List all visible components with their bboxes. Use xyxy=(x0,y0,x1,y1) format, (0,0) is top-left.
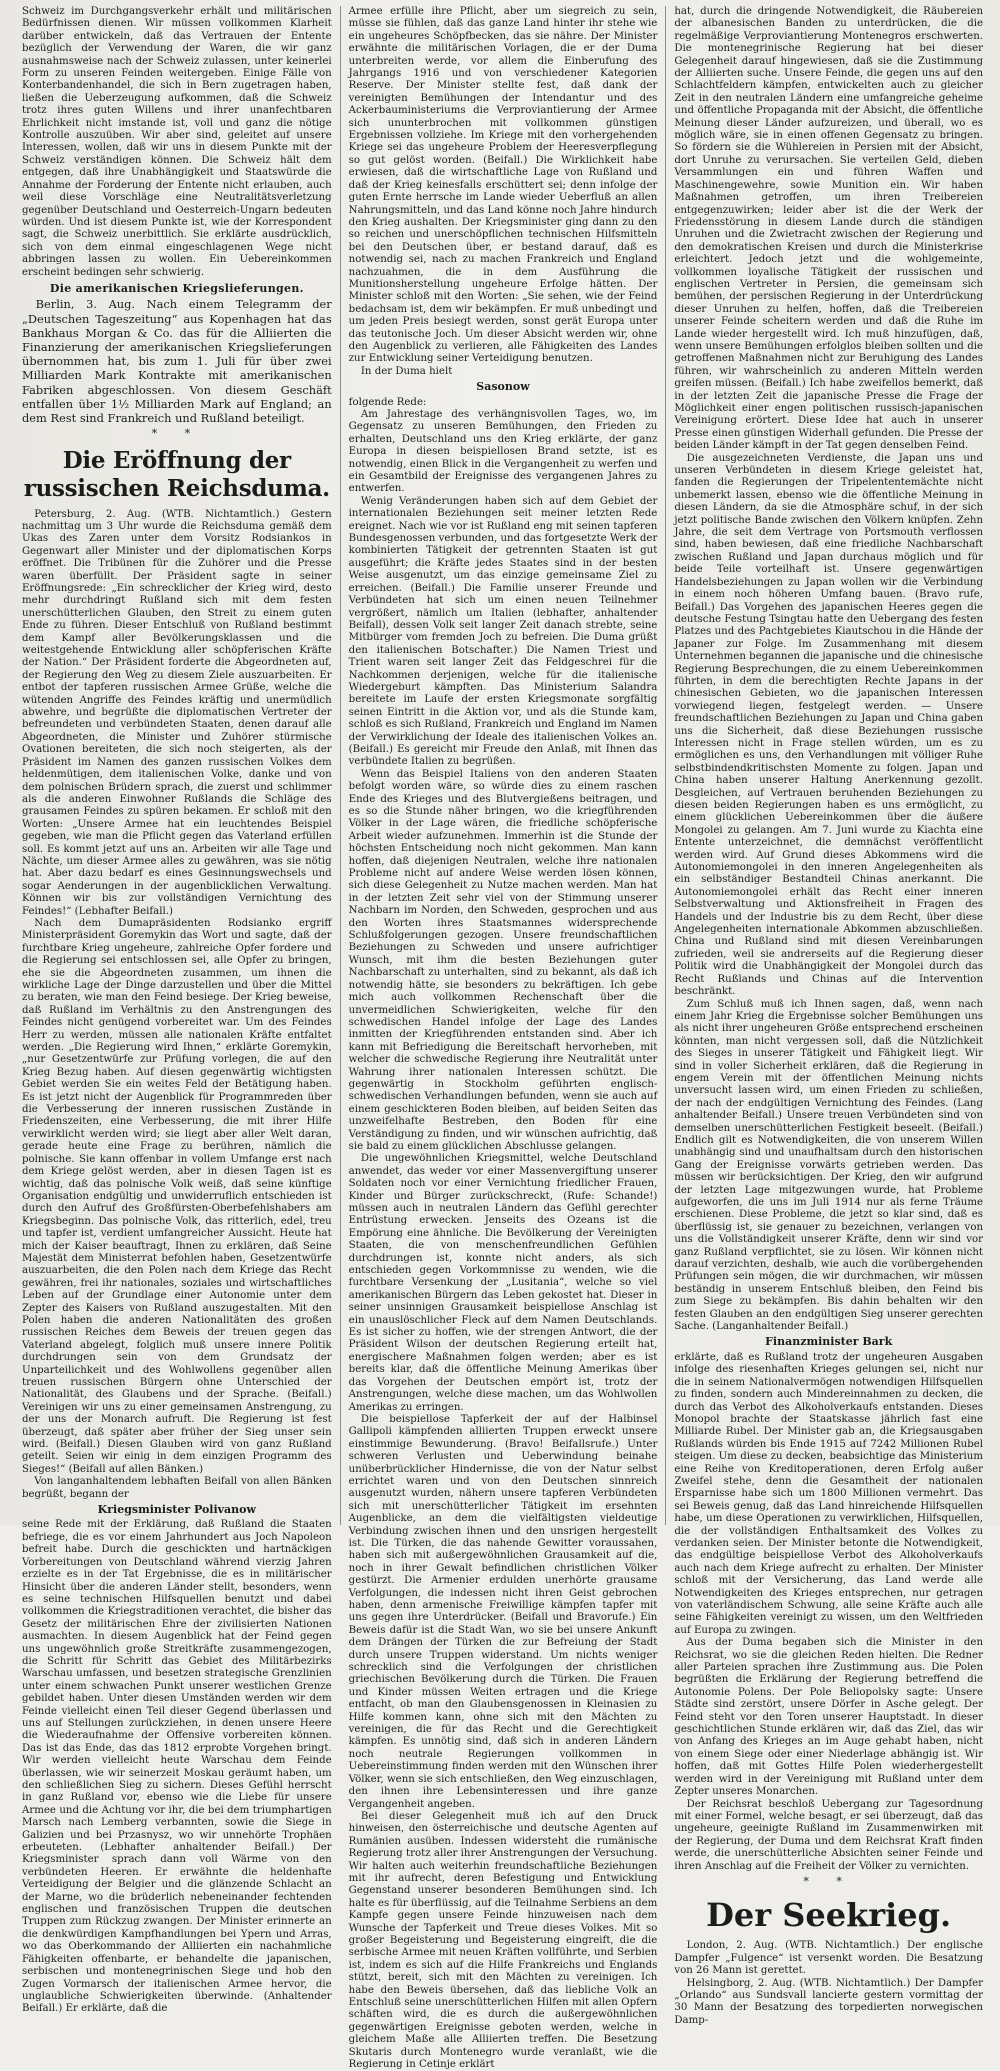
article-paragraph: Aus der Duma begaben sich die Minister in den Reichsrat, wo sie die gleichen Reden hielten. Die Redner aller Parteien sprachen ihre Zustimmung aus. Die Polen begrüßten die Erklärung der Regierung betreffend die Autonomie Polens. Der Pole Beliopolsky sagte: Unsere Städte sind zerstört, unsere Dörfer in Asche gelegt. Der Feind steht vor den Toren unserer Hauptstadt. In dieser geschichtlichen Stunde erklären wir, daß das Ziel, das wir von Anfang des Krieges an im Auge gehabt haben, nicht von einem Siege oder einer Niederlage abhängig ist. Wir hoffen, daß mit Gottes Hilfe Polen wiederhergestellt werden wird in der Vereinigung mit Rußland unter dem Zepter unseres Monarchen. xyxy=(674,1637,984,1798)
article-paragraph: Die ungewöhnlichen Kriegsmittel, welche Deutschland anwendet, das weder vor einer Massenvergiftung unserer Soldaten noch vor einer Vernichtung friedlicher Frauen, Kinder und Bürger zurückschreckt, (Rufe: Schande!) müssen auch in neutralen Ländern das Gefühl gerechter Entrüstung erwecken. Jenseits des Ozeans ist die Empörung eine ähnliche. Die Bevölkerung der Vereinigten Staaten, die von menschenfreundlichen Gefühlen durchdrungen ist, konnte nicht anders, als sich entschieden gegen Vorkommnisse zu wenden, wie die furchtbare Versenkung der „Lusitania“, welche so viel amerikanischen Bürgern das Leben gekostet hat. Dieser in seiner unsinnigen Grausamkeit beispiellose Anschlag ist ein unauslöschlicher Fleck auf dem Namen Deutschlands. Es ist sicher zu hoffen, wie der strengen Antwort, die der Präsident Wilson der deutschen Regierung erteilt hat, energischere Maßnahmen folgen werden; aber es ist bereits klar, daß die öffentliche Meinung Amerikas über das Vorgehen der Deutschen empört ist, trotz der Anstrengungen, welche diese machen, um das Wohlwollen Amerikas zu erringen. xyxy=(348,1153,658,1413)
article-paragraph: Armee erfülle ihre Pflicht, aber um siegreich zu sein, müsse sie fühlen, daß das ganze Land hinter ihr stehe wie ein ungeheures Schöpfbecken, das sie nähre. Der Minister erwähnte die militärischen Vorlagen, die er der Duma unterbreiten werde, vor allem die Einberufung des Jahrgangs 1916 und von verschiedener Kategorien Reserve. Der Minister stellte fest, daß dank der vereinigten Bemühungen der Intendantur und des Ackerbauministeriums die Verproviantierung der Armee sich ununterbrochen mit vollkommen günstigen Ergebnissen vollziehe. Im Kriege mit den vorhergehenden Kriege sei das ungeheure Problem der Heeresverpflegung so gut gelöst worden. (Beifall.) Die Wirklichkeit habe erwiesen, daß die wirtschaftliche Lage von Rußland und daß der Krieg keinesfalls erschüttert sei; denn infolge der guten Ernte herrsche im Lande wieder Ueberfluß an allen Nahrungsmitteln, und das Land könne noch Jahre hindurch den Krieg aushalten. Der Kriegsminister ging dann zu den so reichen und unerschöpflichen technischen Hilfsmitteln bei den Deutschen über, er bestand darauf, daß es notwendig sei, nach zu machen Frankreich und England nachzuahmen, die in dem Ausführung die Munitionsherstellung ungeheure Erfolge hätten. Der Minister schloß mit den Worten: „Sie sehen, wie der Feind bedachsam ist, dem wir bekämpfen. Er muß unbedingt und um jeden Preis besiegt werden, sonst gerät Europa unter das teutonische Joch. Um dieser Absicht werden wir, ohne den Augenblick zu verlieren, alle Fähigkeiten des Landes zur Entwicklung seiner Verteidigung benutzen. xyxy=(348,6,658,365)
speaker-heading-polivanow: Kriegsminister Polivanow xyxy=(97,1503,256,1517)
article-paragraph: London, 2. Aug. (WTB. Nichtamtlich.) Der englische Dampfer „Fulgence“ ist versenkt worden. Die Besatzung von 26 Mann ist gerettet. xyxy=(674,1940,984,1977)
separator-stars: * * xyxy=(151,427,203,441)
column-1 xyxy=(14,6,340,2015)
speaker-heading-bark: Finanzminister Bark xyxy=(765,1335,893,1349)
article-paragraph: hat, durch die dringende Notwendigkeit, die Räubereien der albanesischen Banden zu unterdrücken, die die regelmäßige Verproviantierung Montenegros erschwerten. Die montenegrinische Regierung hat bei dieser Gelegenheit darauf hingewiesen, daß sie die Zustimmung der Alliierten suche. Unsere Feinde, die gegen uns auf den Schlachtfeldern kämpfen, entwickelten auch zu gleicher Zeit in den neutralen Ländern eine umfangreiche geheime und öffentliche Propaganda mit der Absicht, die öffentliche Meinung dieser Länder aufzureizen, und überall, wo es möglich wäre, sie in einen offenen Gegensatz zu bringen. So fördern sie die Wühlereien in Persien mit der Absicht, dort Unruhe zu verursachen. Sie verteilen Geld, dieben Versammlungen ein und führen Waffen und Maschinengewehre, sowie Munition ein. Wir haben Maßnahmen getroffen, um ihren Treibereien entgegenzuwirken; leider aber ist die der Werk der Friedensstörung in diesem Lande durch die ständigen Unruhen und die Zwietracht zwischen der Regierung und den demokratischen Kreisen und durch die Ministerkrise erleichtert. Jedoch jetzt und die wohlgemeinte, vollkommen loyalische Tätigkeit der russischen und englischen Vertreter in Persien, die gemeinsam sich bemühen, der persischen Regierung in der Unterdrückung dieser Unruhen zu helfen, hoffen, daß die Treibereien unserer Feinde scheitern werden und daß die Ruhe im Lande wieder hergestellt wird. Ich muß hinzufügen, daß, wenn unsere Bemühungen erfolglos bleiben sollten und die getroffenen Maßnahmen nicht zur Beruhigung des Landes führen, wir wahrscheinlich zu anderen Mitteln werden greifen müssen. (Beifall.) Ich habe zweifellos bemerkt, daß in der letzten Zeit die japanische Presse die Frage der Möglichkeit einer engen politischen russisch-japanischen Vereinigung erörtert. Diese Idee hat auch in unserer Presse einen günstigen Widerhall gefunden. Die Presse der beiden Länder kämpft in der Tat gegen denselben Feind. xyxy=(674,6,984,452)
article-paragraph: Die beispiellose Tapferkeit der auf der Halbinsel Gallipoli kämpfenden alliierten Truppen erweckt unsere einstimmige Bewunderung. (Bravo! Beifallsrufe.) Unter schweren Verlusten und Ueberwindung beinahe unüberbrücklicher Hindernisse, die von der Natur selbst errichtet waren und von den Deutschen sinnreich ausgenutzt wurden, nähern unsere tapferen Verbündeten sich mit unerschütterlicher Tätigkeit im ersehnten Augenblicke, an dem die vielfältigsten vieldeutige Verbindung zwischen ihnen und den unsrigen hergestellt ist. Die Türken, die das nahende Gewitter voraussahen, haben sich mit außergewöhnlichen Grausamkeit auf die, noch in ihrer Gewalt befindlichen christlichen Völker gestürzt. Die Armenier erdulden unerhörte grausame Verfolgungen, die indessen nicht ihren Geist gebrochen haben, denn armenische Freiwillige kämpfen tapfer mit uns gegen ihre Unterdrücker. (Beifall und Bravorufe.) Ein Beweis dafür ist die Stadt Wan, wo sie bei unsere Ankunft dem Drängen der Türken die zur Befreiung der Stadt durch unsere Truppen widerstand. Um nichts weniger schrecklich sind die Verfolgungen der christlichen griechischen Bevölkerung durch die Türken. Die Frauen und Kinder müssen Weiten ertragen und die Kriege entfacht, ob man den Glaubensgenossen in Kleinasien zu Hilfe kommen kann, ohne sich mit den Mächten zu vereinigen, die für das Recht und die Gerechtigkeit kämpfen. Es unnötig sind, daß sich in anderen Ländern noch neutrale Regierungen vollkommen in Uebereinstimmung finden werden mit den Wünschen ihrer Völker, wenn sie sich entschließen, den Weg einzuschlagen, den ihnen ihre Lebensinteressen und ihre ganze Vergangenheit angeben. xyxy=(348,1413,658,1810)
article-paragraph: seine Rede mit der Erklärung, daß Rußland die Staaten befriege, die es vor einem Jahrhundert aus Joch Napoleon befreit habe. Durch die geschickten und hartnäckigen Vorbereitungen von Deutschland während vierzig Jahren erzielte es in der Tat Ergebnisse, die es in militärischer Hinsicht über die anderen Länder stellt, besonders, wenn es seine technischen Hilfsquellen benutzt und dabei vollkommen die Kriegstraditionen verachtet, die bisher das Gesetz der militärischen Ehre der zivilisierten Nationen ausmachten. In diesem Augenblick hat der Feind gegen uns ungewöhnlich große Streitkräfte zusammengezogen, die Schritt für Schritt das Gebiet des Militärbezirks Warschau umfassen, und besetzen strategische Grenzlinien unter einem schwachen Punkt unserer westlichen Grenze gebildet haben. Unter diesen Umständen werden wir dem Feinde vielleicht einen Teil dieser Gegend überlassen und uns auf Stellungen zurückziehen, in denen unsere Heere die Wiederaufnahme der Offensive vorbereiten können. Das ist das Ende, das das 1812 erprobte Vorgehen bringt. Wir werden vielleicht heute Warschau dem Feinde überlassen, wie wir seinerzeit Moskau geräumt haben, um den schließlichen Sieg zu sichern. Dieses Gefühl herrscht in ganz Rußland vor, ebenso wie die Liebe für unsere Armee und die Achtung vor ihr, die bei dem triumphartigen Marsch nach Lemberg verbannten, sowie die Siege in Galizien und bei Przasnysz, wo wir unnehörte Trophäen erbeuteten. (Lebhafter anhaltender Beifall.) Der Kriegsminister sprach dann voll Wärme von den verbündeten Heeren. Er erwähnte die heldenhafte Verteidigung der Belgier und die glänzende Schlacht an der Marne, wo die brüderlich nebeneinander fechtenden englischen und französischen Truppen die deutschen Truppen zum Rückzug zwangen. Der Minister erinnerte an die denkwürdigen Kampfhandlungen bei Ypern und Arras, wo das Oberkommando der Alliierten ein nachahmliche Fähigkeiten offenbarte, er behandelte die japanischen, serbischen und montenegrinischen Siege und hob den Zugen Vormarsch der italienischen Armee hervor, die unglaubliche Schwierigkeiten überwinde. (Anhaltender Beifall.) Er erklärte, daß die xyxy=(22,1519,332,2015)
headline-seekrieg: Der Seekrieg. xyxy=(706,1896,952,1935)
article-paragraph: Die ausgezeichneten Verdienste, die Japan uns und unseren Verbündeten in diesem Kriege geleistet hat, fanden die Regierungen der Tripelententemächte nicht unbemerkt lassen, ebenso wie die öffentliche Meinung in diesen Ländern, da sie die Atmosphäre schuf, in der sich jetzt politische Bande zwischen den Völkern knüpfen. Zehn Jahre, die seit dem Vertrage von Portsmouth verflossen sind, haben bewiesen, daß eine friedliche Nachbarschaft zwischen Rußland und Japan durchaus möglich und für beide Teile vorteilhaft ist. Unsere gegenwärtigen Handelsbeziehungen zu Japan wollen wir die Verbindung in einem noch höheren Umfang bauen. (Bravo rufe, Beifall.) Das Vorgehen des japanischen Heeres gegen die deutsche Festung Tsingtau hatte den Uebergang des festen Platzes und des Pachtgebietes Kiautschou in die Hände der Japaner zur Folge. Im Zusammenhang mit diesem Unternehmen begannen die japanische und die chinesische Regierung Besprechungen, die zu einem Uebereinkommen führten, in dem die berechtigten Rechte Japans in der chinesischen Gebieten, wo die japanischen Interessen vorwiegend liegen, festgelegt werden. — Unsere freundschaftlichen Beziehungen zu Japan und China gaben uns die Sicherheit, daß diese Beziehungen russische Interessen nicht in Frage stellen würden, um es zu ermöglichen es uns, den Verhandlungen mit völliger Ruhe selbstbindendkritischsten Momente zu folgen. Japan und China haben unserer Haltung Anerkennung gezollt. Desgleichen, auf Vertrauen beruhenden Beziehungen zu diesen beiden Regierungen haben es uns ermöglicht, zu einem glücklichen Uebereinkommen über die äußere Mongolei zu gelangen. Am 7. Juni wurde zu Kiachta eine Entente unterzeichnet, die demnächst veröffentlicht werden wird. Auf Grund dieses Abkommens wird die Autonomiemongolei in den inneren Angelegenheiten als ein selbständiger Bestandteil Chinas anerkannt. Die Autonomiemongolei erhält das Recht einer inneren Selbstverwaltung und Aktionsfreiheit in Fragen des Handels und der Industrie bis zu dem Recht, über diese Angelegenheiten internationale Abkommen abzuschließen. China und Rußland sind mit diesen Vereinbarungen zufrieden, weil sie andrerseits auf die Regierung dieser Politik wird die Unabhängigkeit der Mongolei durch das Recht Rußlands und Chinas auf die Intervention beschränkt. xyxy=(674,452,984,998)
article-paragraph: Wenn das Beispiel Italiens von den anderen Staaten befolgt worden wäre, so würde dies zu einem raschen Ende des Krieges und des Blutvergießens beitragen, und es so die Stunde näher bringen, wo die kriegführenden Völker in der Lage wären, die friedliche schöpferische Arbeit wieder aufzunehmen. Immerhin ist die Stunde der höchsten Entscheidung noch nicht gekommen. Man kann hoffen, daß diejenigen Neutralen, welche ihre nationalen Probleme nicht auf andere Weise werden lösen können, sich diese Gelegenheit zu Nutze machen werden. Man hat in der letzten Zeit sehr viel von der Stimmung unserer Nachbarn im Norden, den Schweden, gesprochen und aus den Worten ihres Staatsmannes widersprechende Schlußfolgerungen gezogen. Unsere freundschaftlichen Beziehungen zu Schweden und unsere aufrichtiger Wunsch, mit ihm die besten Beziehungen guter Nachbarschaft zu unterhalten, sind zu bekannt, als daß ich notwendig hätte, sie besonders zu bekräftigen. Ich gebe mich auch vollkommen Rechenschaft über die unvermeidlichen Schwierigkeiten, welche für den schwedischen Handel infolge der Lage des Landes inmitten der Kriegführenden entstanden sind. Aber ich kann mit Befriedigung die Bereitschaft hervorheben, mit welcher die schwedische Regierung ihre Neutralität unter Wahrung ihrer nationalen Interessen schützt. Die gegenwärtig in Stockholm geführten englisch-schwedischen Verhandlungen befunden, wenn sie auch auf einem geschickteren Boden bleiben, auf beiden Seiten das unzweifelhafte Bestreben, den Boden für eine Verständigung zu finden, und wir wünschen aufrichtig, daß sie bald zu einem glücklichen Abschlusse gelangen. xyxy=(348,768,658,1152)
article-paragraph: Berlin, 3. Aug. Nach einem Telegramm der „Deutschen Tageszeitung“ aus Kopenhagen hat das Bankhaus Morgan & Co. das für die Alliierten die Finanzierung der amerikanischen Kriegslieferungen übernommen hat, bis zum 1. Juli für über zwei Milliarden Mark Kontrakte mit amerikanischen Fabriken abgeschlossen. Von diesem Geschäft entfallen über 1½ Milliarden Mark auf England; an dem Rest sind Frankreich und Rußland beteiligt. xyxy=(22,297,332,425)
article-paragraph: Am Jahrestage des verhängnisvollen Tages, wo, im Gegensatz zu unseren Bemühungen, den Frieden zu erhalten, Deutschland uns den Krieg erklärte, der ganz Europa in diesen beispiellosen Brand setzte, ist es notwendig, einen Blick in die Vergangenheit zu werfen und ein Gesamtbild der Ereignisse des vergangenen Jahres zu entwerfen. xyxy=(348,409,658,495)
article-paragraph: In der Duma hielt xyxy=(360,365,453,377)
article-paragraph: Petersburg, 2. Aug. (WTB. Nichtamtlich.) Gestern nachmittag um 3 Uhr wurde die Reichsduma gemäß dem Ukas des Zaren unter dem Vorsitz Rodsiankos in Gegenwart aller Minister und der diplomatischen Korps eröffnet. Die Tribünen für die Zuhörer und die Presse waren überfüllt. Der Präsident sagte in seiner Eröffnungsrede: „Ein schrecklicher der Krieg wird, desto mehr durchdringt Rußland sich mit dem festen unerschütterlichen Glauben, den Streit zu einem guten Ende zu führen. Dieser Entschluß von Rußland bestimmt dem Kampf aller Bevölkerungsklassen und die weitestgehende Entwicklung aller schöpferischen Kräfte der Nation.“ Der Präsident forderte die Abgeordneten auf, der Regierung den Weg zu diesem Ziele auszuarbeiten. Er entbot der tapferen russischen Armee Grüße, welche die wütenden Angriffe des Feindes kräftig und unermüdlich abwehre, und begrüßte die diplomatischen Vertreter der befreundeten und verbündeten Staaten, denen darauf alle Abgeordneten, die Minister und Zuhörer stürmische Ovationen bereiteten, die sich noch steigerten, als der Präsident im Namen des ganzen russischen Volkes dem heldenmütigen, dem italienischen Volke, danke und von dem polnischen Brüdern sprach, die zuerst und schlimmer als die anderen Einwohner Rußlands die Schläge des grausamen Feindes zu spüren bekamen. Er schloß mit den Worten: „Unsere Armee hat ein leuchtendes Beispiel gegeben, wie man die Pflicht gegen das Vaterland erfüllen soll. Es kommt jetzt auf uns an. Arbeiten wir alle Tage und Nächte, um dieser Armee alles zu gewähren, was sie nötig hat. Aber dazu bedarf es eines Gesinnungswechsels und sogar Aenderungen in der augenblicklichen Verwaltung. Können wir bis zur vollständigen Vernichtung des Feindes!“ (Lebhafter Beifall.) xyxy=(22,508,332,917)
article-paragraph: Wenig Veränderungen haben sich auf dem Gebiet der internationalen Beziehungen seit meiner letzten Rede ereignet. Nach wie vor ist Rußland eng mit seinen tapferen Bundesgenossen verbunden, und das fortgesetzte Werk der kombinierten Tätigkeit der getrennten Staaten ist gut ausgeführt; die Kräfte jedes Staates sind in der besten Weise ausgenutzt, um das einzige gemeinsame Ziel zu erreichen. (Beifall.) Die Familie unserer Freunde und Verbündeten hat sich um einen neuen Teilnehmer vergrößert, nämlich um Italien (lebhafter, anhaltender Beifall), dessen Volk seit langer Zeit danach strebte, seine Mitbürger vom fremden Joch zu befreien. Die Duma grüßt den italienischen Botschafter.) Die Namen Triest und Trient waren seit langer Zeit das Feldgeschrei für die Nachkommen derjenigen, welche für die italienische Wiedergeburt kämpften. Das Ministerium Salandra bereitete im Laufe der ersten Kriegsmonate sorgfältig seinen Eintritt in die Aktion vor, und als die Stunde kam, schloß es sich Rußland, Frankreich und England im Namen der Verwirklichung der Ideale des italienischen Volkes an. (Beifall.) Es gereicht mir Freude den Anlaß, mit Ihnen das verbündete Italien zu begrüßen. xyxy=(348,495,658,768)
article-paragraph: folgende Rede: xyxy=(348,396,427,408)
article-paragraph: Nach dem Dumapräsidenten Rodsianko ergriff Ministerpräsident Goremykin das Wort und sagte, daß der furchtbare Krieg ungeheure, zahlreiche Opfer fordere und die Regierung sei entschlossen sei, alle Opfer zu bringen, ehe sie die Abgeordneten zusammen, um ihnen die wirkliche Lage der Dinge darzustellen und über die Mittel zu beraten, wie man den Feind besiege. Der Krieg beweise, daß Rußland im Verhältnis zu den Anstrengungen des Feindes nicht genügend vorbereitet war. Um des Feindes Herr zu werden, müssen alle nationalen Kräfte entfaltet werden. „Die Regierung wird Ihnen,“ erklärte Goremykin, „nur Gesetzentwürfe zur Prüfung vorlegen, die auf den Krieg Bezug haben. Auf diesen gegenwärtig wichtigsten Gebiet werden Sie ein weites Feld der Betätigung haben. Es ist jetzt nicht der Augenblick für Programmreden über die Verbesserung der inneren russischen Zustände in Friedenszeiten, eine Verbesserung, die mit ihrer Hilfe verwirklicht werden wird; sie liegt aber aller Welt daran, gerade heute eine Frage zu berühren, nämlich die polnische. Sie kann offenbar in vollem Umfange erst nach dem Kriege gelöst werden, aber in diesen Tagen ist es wichtig, daß das polnische Volk weiß, daß seine künftige Organisation endgültig und unwiderruflich entschieden ist durch den Aufruf des Großfürsten-Oberbefehlshabers am Kriegsbeginn. Das polnische Volk, das ritterlich, edel, treu und tapfer ist, verdient umfangreicher Aussicht. Heute hat mich der Kaiser beauftragt, Ihnen zu erklären, daß Seine Majestät dem Ministerrat befohlen haben, Gesetzentwürfe auszuarbeiten, die den Polen nach dem Kriege das Recht gewähren, frei ihr nationales, soziales und wirtschaftliches Leben auf der Grundlage einer Autonomie unter dem Zepter des Kaisers von Rußland auszugestalten. Mit den Polen haben die anderen Nationalitäten des großen russischen Reiches dem Beweis der treuen gegen das Vaterland abgelegt, folglich muß unsere innere Politik durchdrungen sein von dem Grundsatz der Unparteilichkeit und des Wohlwollens gegenüber allen treuen russischen Bürgern ohne Unterschied der Nationalität, des Glaubens und der Sprache. (Beifall.) Vereinigen wir uns zu einer gemeinsamen Anstrengung, zu der uns der Monarch aufruft. Die Regierung ist fest überzeugt, daß später aber früher der Sieg unser sein wird. (Beifall.) Diesen Glauben wird von ganz Rußland geteilt. Seien wir einig in dem einzigen Programm des Sieges!“ (Beifall auf allen Bänken.) xyxy=(22,917,332,1475)
article-paragraph: erklärte, daß es Rußland trotz der ungeheuren Ausgaben infolge des riesenhaften Krieges gelungen sei, nicht nur die in seinem Nationalvermögen notwendigen Hilfsquellen zu finden, sondern auch Mindereinnahmen zu decken, die durch das Verbot des Alkoholverkaufs entstanden. Dieses Monopol brachte der Staatskasse jährlich fast eine Milliarde Rubel. Der Minister gab an, die Kriegsausgaben Rußlands würden bis Ende 1915 auf 7242 Millionen Rubel steigen. Um diese zu decken, beabsichtige das Ministerium eine Reihe von Kreditoperationen, deren Erfolg außer Zweifel stehe, denn die Gesamtheit der nationalen Ersparnisse habe sich um 1800 Millionen vermehrt. Das sei Beweis genug, daß das Land hinreichende Hilfsquellen habe, um diese Operationen zu verwirklichen, Hilfsquellen, die der vollständigen Enthaltsamkeit des Volkes zu verdanken seien. Der Minister betonte die Notwendigkeit, das endgültige beispiellose Verbot des Alkoholverkaufs auch nach dem Kriege aufrecht zu erhalten. Der Minister schloß mit der Versicherung, das Land werde alle Notwendigkeiten des Krieges entsprechen, nur getragen von vaterländischem Schwung, alle seine Kräfte auch alle seine Fähigkeiten vereinigt zu wissen, um den Weltfrieden auf Europa zu zwingen. xyxy=(674,1351,984,1636)
article-paragraph: Von langanhaltendem lebhaften Beifall von allen Bänken begrüßt, begann der xyxy=(22,1476,332,1500)
article-paragraph: Der Reichsrat beschloß Uebergang zur Tagesordnung mit einer Formel, welche besagt, er sei überzeugt, daß das ungeheure, geeinigte Rußland im Zusammenwirken mit der Regierung, der Duma und dem Reichsrat Kraft finden werde, die unerschütterliche Absichten seiner Feinde und ihren Anschlag auf die Freiheit der Völker zu vernichten. xyxy=(674,1798,984,1872)
article-paragraph: Schweiz im Durchgangsverkehr erhält und militärischen Bedürfnissen dienen. Wir müssen vollkommen Klarheit darüber entwickeln, daß das Vertrauen der Entente bezüglich der Verwendung der Waren, die wir ganz ausnahmsweise nach der Schweiz zulassen, unter keinerlei Form zu unseren Feinden weitergeben. Einige Fälle von Konterbandenhandel, die sich in Bern zugetragen haben, ließen die Ueberzeugung aufkommen, daß die Schweiz trotz ihres guten Willens und ihrer unanfechtbaren Ehrlichkeit nicht imstande ist, voll und ganz die nötige Kontrolle auszuüben. Wir aber sind, geleitet auf unsere Interessen, wollen, daß wir uns in diesem Punkte mit der Schweiz verständigen können. Die Schweiz hält dem entgegen, daß ihre Unabhängigkeit und Staatswürde die Annahme der Forderung der Entente nicht erlauben, auch weil diese Vorschläge eine Neutralitätsverletzung gegenüber Deutschland und Oesterreich-Ungarn bedeuten würden. Und ist diesem Punkte ist, wie der Korrespondent sagt, die Schweiz unerbittlich. Sie erklärte ausdrücklich, sich von dem einmal eingeschlagenen Wege nicht abbringen lassen zu wollen. Ein Uebereinkommen erscheint bedingen sehr schwierig. xyxy=(22,6,332,278)
column-3 xyxy=(665,6,991,2026)
column-2 xyxy=(340,6,666,2071)
article-paragraph: Helsingborg, 2. Aug. (WTB. Nichtamtlich.) Der Dampfer „Orlando“ aus Sundsvall lancierte gestern vormittag der 30 Mann der Besatzung des torpedierten norwegischen Damp- xyxy=(674,1977,984,2026)
headline-kriegslieferungen: Die amerikanischen Kriegslieferungen. xyxy=(49,281,304,295)
speaker-heading-sasonow: Sasonow xyxy=(476,380,530,394)
separator-stars: * * xyxy=(803,1874,854,1888)
article-paragraph: Zum Schluß muß ich Ihnen sagen, daß, wenn nach einem Jahr Krieg die Ergebnisse solcher Bemühungen uns als nicht ihrer ungeheuren Größe entsprechend erscheinen könnten, man nicht vergessen soll, daß die Nützlichkeit des Sieges in unserer Tätigkeit und Fähigkeit liegt. Wir sind in voller Sicherheit erklären, daß die Regierung in engem Verein mit der öffentlichen Meinung nichts unversucht lassen wird, um einen Frieden zu schließen, der nach der endgültigen Vernichtung des Feindes. (Lang anhaltender Beifall.) Unsere treuen Verbündeten sind von demselben unerschütterlichen Festigkeit beseelt. (Beifall.) Endlich gilt es Notwendigkeiten, die von unserem Willen unabhängig sind und unaufhaltsam durch den historischen Gang der Ereignisse vorwärts getrieben werden. Das müssen wir berücksichtigen. Der Krieg, den wir aufgrund der letzten Lage mitgezwungen wurde, hat Probleme aufgeworfen, die uns im Juli 1914 nur als ferne Träume erschienen. Diese Probleme, die jetzt so klar sind, daß es überflüssig ist, sie genauer zu bezeichnen, verlangen von uns die Vollständigkeit unserer Kräfte, denn wir sind vor ganz Rußland verpflichtet, sie zu lösen. Wir können nicht darauf verzichten, deshalb, wie auch die vorübergehenden Prüfungen sein mögen, die wir durchmachen, wir müssen beständig in unserem Entschluß bleiben, den Feind bis zum Siege zu bekämpfen. Bis dahin behalten wir den festen Glauben an den endgültigen Sieg unserer gerechten Sache. (Langanhaltender Beifall.) xyxy=(674,998,984,1333)
headline-reichsduma: Die Eröffnung der russischen Reichsduma. xyxy=(23,446,330,502)
article-paragraph: Bei dieser Gelegenheit muß ich auf den Druck hinweisen, den österreichische und deutsche Agenten auf Rumänien ausüben. Indessen widersteht die rumänische Regierung trotz aller ihrer Anstrengungen der Versuchung. Wir halten auch weiterhin freundschaftliche Beziehungen mit ihr aufrecht, deren Befestigung und Entwicklung Gegenstand unserer besonderen Bemühungen sind. Ich halte es für überflüssig, auf die Teilnahme Serbiens an dem Kampfe gegen unsere Feinde hinzuweisen nach dem Wunsche der Tapferkeit und Treue dieses Volkes. Mit so großer Begeisterung und Begeisterung eingreift, die die serbische Armee mit neuen Kräften vollführte, und Serbien ist, indem es sich auf die Hilfe Frankreichs und Englands stützt, bereit, sich mit den Mächten zu vereinigen. Ich habe den Beweis übersehen, daß das liebliche Volk an Entschluß seine unerschütterlichen Hilfen mit allen Opfern schäften wird, die es durch die außergewöhnlichen gegenwärtigen Ereignisse geboten werden, welche in gleichem Maße alle Alliierten treffen. Die Besetzung Skutaris durch Montenegro wurde veranlaßt, wie die Regierung in Cetinje erklärt xyxy=(348,1810,658,2071)
column-container xyxy=(14,6,992,2071)
